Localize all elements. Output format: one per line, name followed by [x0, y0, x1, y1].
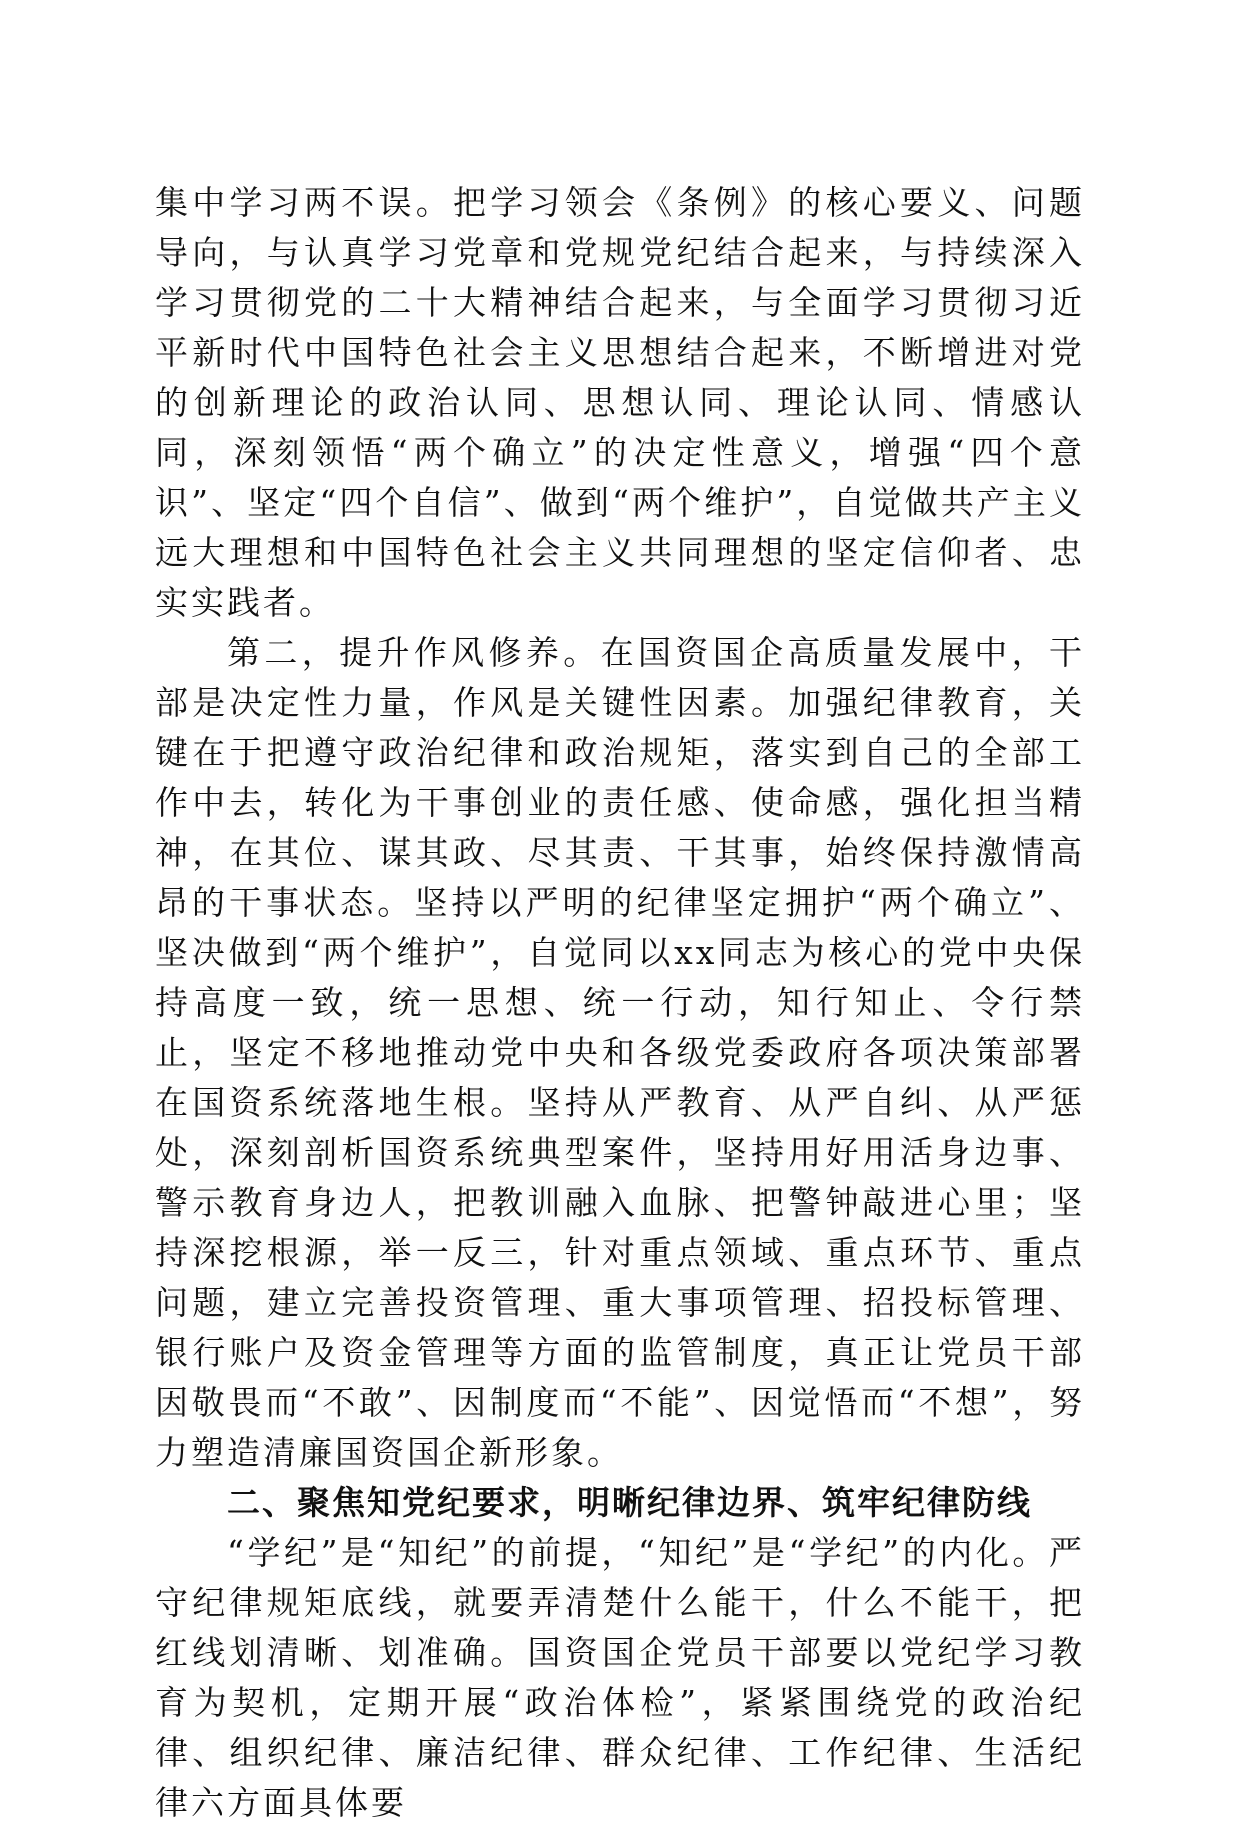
paragraph-learn-discipline: “学纪”是“知纪”的前提，“知纪”是“学纪”的内化。严守纪律规矩底线，就要弄清楚什么能干，什么不能干，把红线划清晰、划准确。国资国企党员干部要以党纪学习教育为契机，定期开展“政治体检”，紧紧围绕党的政治纪律、组织纪律、廉洁纪律、群众纪律、工作纪律、生活纪律六方面具体要 [155, 1533, 1085, 1822]
section-heading-2: 二、聚焦知党纪要求，明晰纪律边界、筑牢纪律防线 [227, 1483, 1032, 1522]
document-body [155, 178, 1085, 1828]
paragraph-improve-work-style: 第二，提升作风修养。在国资国企高质量发展中，干部是决定性力量，作风是关键性因素。加强纪律教育，关键在于把遵守政治纪律和政治规矩，落实到自己的全部工作中去，转化为干事创业的责任感、使命感，强化担当精神，在其位、谋其政、尽其责、干其事，始终保持激情高昂的干事状态。坚持以严明的纪律坚定拥护“两个确立”、坚决做到“两个维护”，自觉同以xx同志为核心的党中央保持高度一致，统一思想、统一行动，知行知止、令行禁止，坚定不移地推动党中央和各级党委政府各项决策部署在国资系统落地生根。坚持从严教育、从严自纠、从严惩处，深刻剖析国资系统典型案件，坚持用好用活身边事、警示教育身边人，把教训融入血脉、把警钟敲进心里；坚持深挖根源，举一反三，针对重点领域、重点环节、重点问题，建立完善投资管理、重大事项管理、招投标管理、银行账户及资金管理等方面的监管制度，真正让党员干部因敬畏而“不敢”、因制度而“不能”、因觉悟而“不想”，努力塑造清廉国资国企新形象。 [155, 633, 1085, 1472]
paragraph-continuation: 集中学习两不误。把学习领会《条例》的核心要义、问题导向，与认真学习党章和党规党纪结合起来，与持续深入学习贯彻党的二十大精神结合起来，与全面学习贯彻习近平新时代中国特色社会主义思想结合起来，不断增进对党的创新理论的政治认同、思想认同、理论认同、情感认同，深刻领悟“两个确立”的决定性意义，增强“四个意识”、坚定“四个自信”、做到“两个维护”，自觉做共产主义远大理想和中国特色社会主义共同理想的坚定信仰者、忠实实践者。 [155, 183, 1085, 622]
